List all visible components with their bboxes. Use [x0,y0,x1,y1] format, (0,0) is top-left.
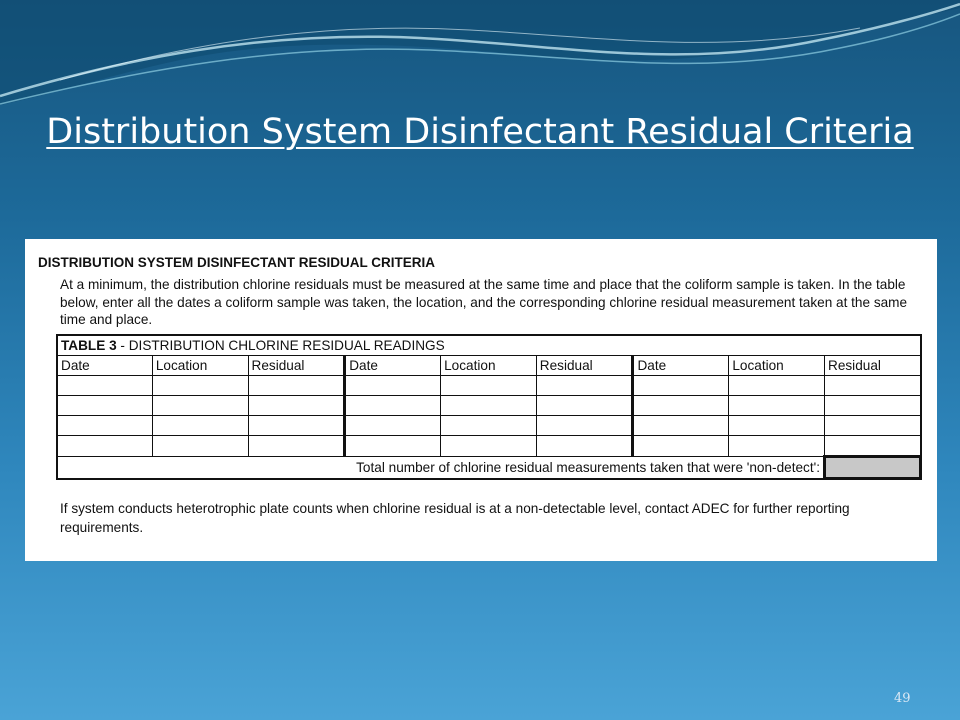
form-image-panel [25,239,937,561]
table-entry-cell[interactable] [536,436,633,457]
table-entry-cell[interactable] [441,416,537,436]
table-row [57,396,921,416]
form-footnote: If system conducts heterotrophic plate counts when chlorine residual is at a non-detectable level, contact ADEC for further reporting requirements. [60,501,850,535]
column-header: Residual [825,356,921,376]
table-entry-cell[interactable] [152,396,248,416]
table-header-row [57,356,921,376]
table-entry-cell[interactable] [57,376,152,396]
table-entry-cell[interactable] [152,416,248,436]
table-entry-cell[interactable] [248,396,345,416]
table-caption-row [57,335,921,356]
table-entry-cell[interactable] [633,396,729,416]
column-header: Location [729,356,825,376]
table-entry-cell[interactable] [345,396,441,416]
column-header: Date [345,356,441,376]
table-caption-title: - DISTRIBUTION CHLORINE RESIDUAL READINGS [116,338,445,353]
table-row [57,376,921,396]
table-row [57,436,921,457]
table-entry-cell[interactable] [57,416,152,436]
table-entry-cell[interactable] [248,416,345,436]
non-detect-total-label: Total number of chlorine residual measurements taken that were 'non-detect': [57,457,825,479]
slide-title: Distribution System Disinfectant Residual Criteria [46,112,914,152]
page-number: 49 [894,691,911,706]
table-entry-cell[interactable] [345,416,441,436]
column-header: Date [57,356,152,376]
table-entry-cell[interactable] [57,396,152,416]
table-entry-cell[interactable] [729,416,825,436]
table-entry-cell[interactable] [441,376,537,396]
table-entry-cell[interactable] [441,396,537,416]
column-header: Date [633,356,729,376]
table-entry-cell[interactable] [536,416,633,436]
table-caption [57,335,921,356]
table-entry-cell[interactable] [633,436,729,457]
table-entry-cell[interactable] [729,396,825,416]
column-header: Location [441,356,537,376]
table-entry-cell[interactable] [633,416,729,436]
table-total-row [57,457,921,479]
table-entry-cell[interactable] [825,416,921,436]
table-entry-cell[interactable] [825,436,921,457]
chlorine-residual-table [56,334,922,480]
decorative-swoosh [0,0,960,110]
table-entry-cell[interactable] [345,436,441,457]
table-entry-cell[interactable] [729,376,825,396]
table-entry-cell[interactable] [57,436,152,457]
table-entry-cell[interactable] [536,376,633,396]
table-entry-cell[interactable] [345,376,441,396]
table-entry-cell[interactable] [152,436,248,457]
table-entry-cell[interactable] [729,436,825,457]
column-header: Residual [248,356,345,376]
table-entry-cell[interactable] [536,396,633,416]
table-caption-number: TABLE 3 [61,338,117,353]
non-detect-total-field[interactable] [825,457,921,479]
table-entry-cell[interactable] [248,376,345,396]
form-heading: DISTRIBUTION SYSTEM DISINFECTANT RESIDUAL CRITERIA [38,255,436,270]
table-entry-cell[interactable] [825,376,921,396]
table-entry-cell[interactable] [633,376,729,396]
table-entry-cell[interactable] [152,376,248,396]
form-intro-text: At a minimum, the distribution chlorine residuals must be measured at the same time and place that the coliform sample is taken. In the table below, enter all the dates a coliform sample was taken, the location, and the corresponding chlorine residual measurement taken at the same time and place. [60,277,908,327]
table-entry-cell[interactable] [441,436,537,457]
column-header: Residual [536,356,633,376]
table-entry-cell[interactable] [825,396,921,416]
table-entry-cell[interactable] [248,436,345,457]
table-row [57,416,921,436]
column-header: Location [152,356,248,376]
